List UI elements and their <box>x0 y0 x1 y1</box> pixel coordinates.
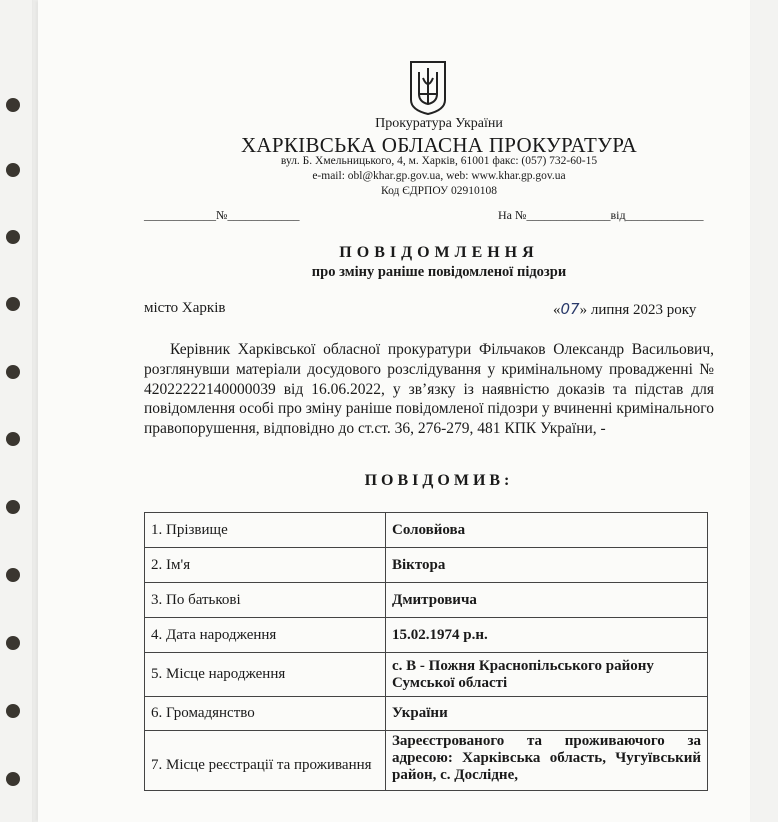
suspect-info-table <box>144 512 708 791</box>
date-rest: » липня 2023 року <box>579 302 697 318</box>
org-name: Прокуратура України <box>375 116 503 131</box>
org-title: ХАРКІВСЬКА ОБЛАСНА ПРОКУРАТУРА <box>240 133 638 157</box>
field-label: 7. Місце реєстрації та проживання <box>145 731 386 791</box>
field-label: 6. Громадянство <box>145 697 386 731</box>
org-code: Код ЄДРПОУ 02910108 <box>380 185 498 197</box>
binder-hole <box>6 432 20 446</box>
binder-hole <box>6 163 20 177</box>
field-value: Віктора <box>386 548 708 583</box>
binder-hole <box>6 636 20 650</box>
field-label: 1. Прізвище <box>145 513 386 548</box>
org-address: вул. Б. Хмельницького, 4, м. Харків, 61001 факс: (057) 732-60-15 <box>280 155 598 167</box>
binder-hole <box>6 772 20 786</box>
table-row <box>145 618 708 653</box>
field-value: с. В - Пожня Краснопільського району Сумської області <box>386 653 708 697</box>
field-value: України <box>386 697 708 731</box>
binder-hole <box>6 704 20 718</box>
field-label: 3. По батькові <box>145 583 386 618</box>
body-text: Керівник Харківської обласної прокуратури Фільчаков Олександр Васильович, розглянувши матеріали досудового розслідування у кримінальному провадженні № 42022222140000039 від 16.06.2022, у зв’язку із наявністю доказів та підстав для повідомлення особі про зміну раніше повідомленої підозри у вчиненні кримінального правопорушення, відповідно до ст.ст. 36, 276-279, 481 КПК України, - <box>144 341 714 438</box>
table-row <box>145 548 708 583</box>
table-row <box>145 653 708 697</box>
field-label: 2. Ім'я <box>145 548 386 583</box>
binder-hole <box>6 568 20 582</box>
binder-hole <box>6 230 20 244</box>
date-open: « <box>553 302 561 318</box>
incoming-ref: На №______________від_____________ <box>498 208 704 222</box>
notified-heading: ПОВІДОМИВ: <box>364 472 514 489</box>
table-row <box>145 513 708 548</box>
table-row <box>145 697 708 731</box>
date-day: 07 <box>560 300 580 318</box>
field-value: 15.02.1974 р.н. <box>386 618 708 653</box>
document-subtitle: про зміну раніше повідомленої підозри <box>311 264 567 280</box>
document-date <box>553 300 696 319</box>
field-value: Соловйова <box>386 513 708 548</box>
outgoing-ref: ____________№____________ <box>144 208 300 222</box>
document-title: ПОВІДОМЛЕННЯ <box>339 244 539 261</box>
field-label: 4. Дата народження <box>145 618 386 653</box>
body-paragraph <box>144 340 714 439</box>
field-value: Зареєстрованого та проживаючого за адресою: Харківська область, Чугуївський район, с. Дослідне, <box>386 731 708 791</box>
city: місто Харків <box>144 300 226 316</box>
binder-hole <box>6 500 20 514</box>
binder-hole <box>6 365 20 379</box>
table-row <box>145 731 708 791</box>
org-contacts: e-mail: obl@khar.gp.gov.ua, web: www.khar.gp.gov.ua <box>312 170 566 182</box>
field-label: 5. Місце народження <box>145 653 386 697</box>
trident-emblem-icon <box>409 60 447 115</box>
binder-hole <box>6 297 20 311</box>
binder-hole <box>6 98 20 112</box>
table-row <box>145 583 708 618</box>
field-value: Дмитровича <box>386 583 708 618</box>
